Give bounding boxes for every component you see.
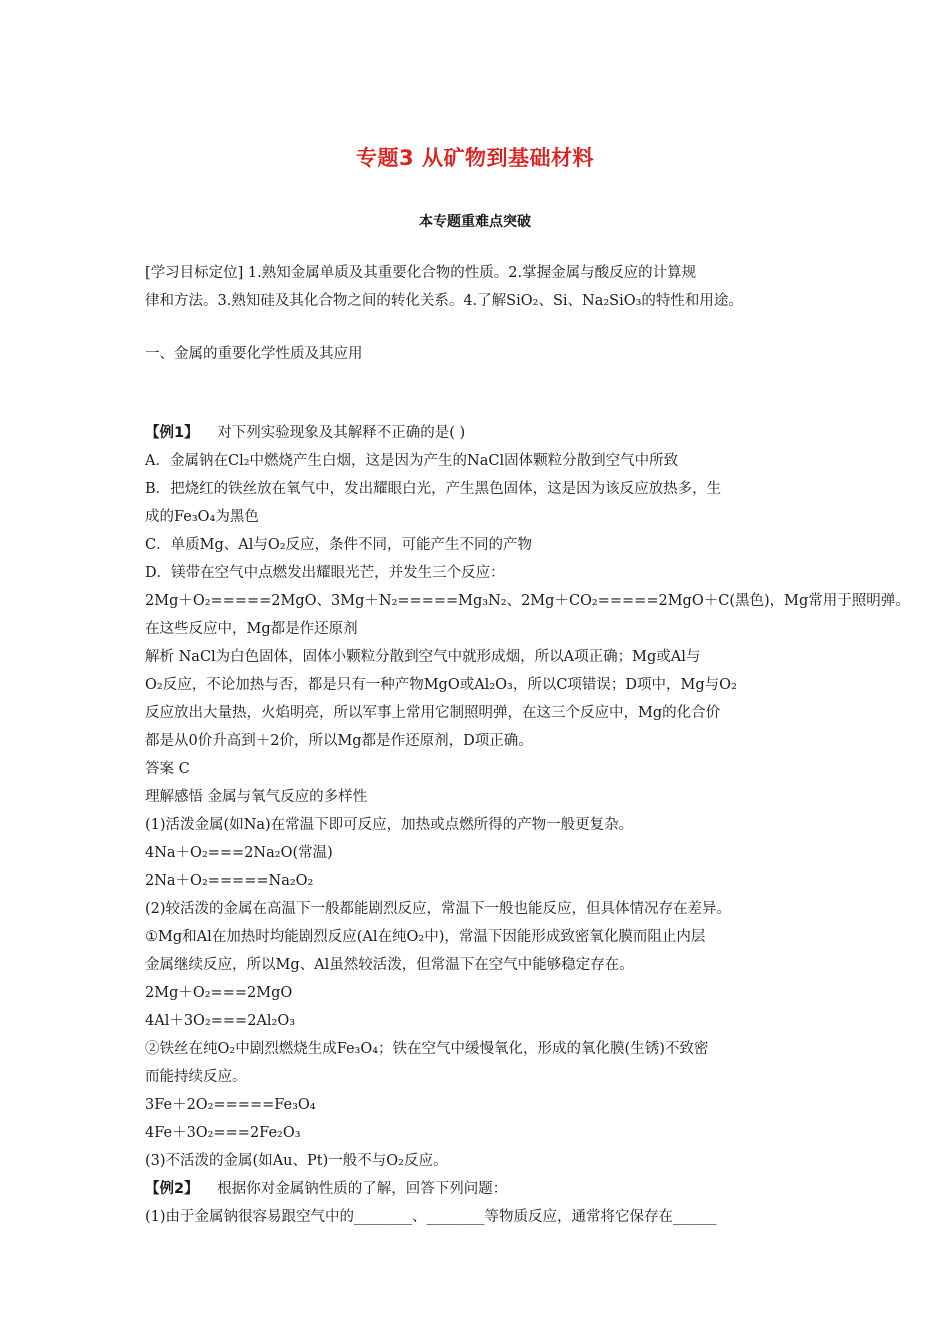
insight-line: 金属继续反应，所以Mg、Al虽然较活泼，但常温下在空气中能够稳定存在。 xyxy=(145,957,634,973)
learning-objectives xyxy=(145,259,813,315)
insight-heading: 理解感悟 金属与氧气反应的多样性 xyxy=(145,789,368,805)
example-label: 【例1】 xyxy=(145,425,199,441)
equation-line: 3Fe＋2O₂=====Fe₃O₄ xyxy=(145,1097,316,1113)
option-d: D．镁带在空气中点燃发出耀眼光芒，并发生三个反应： xyxy=(145,565,505,581)
analysis-line: O₂反应，不论加热与否，都是只有一种产物MgO或Al₂O₃，所以C项错误；D项中，Mg与O₂ xyxy=(145,677,737,693)
option-d-cont: 在这些反应中，Mg都是作还原剂 xyxy=(145,621,358,637)
option-c: C．单质Mg、Al与O₂反应，条件不同，可能产生不同的产物 xyxy=(145,537,533,553)
answer-line: 答案 C xyxy=(145,761,190,777)
option-b: B．把烧红的铁丝放在氧气中，发出耀眼白光，产生黑色固体，这是因为该反应放热多，生 xyxy=(145,481,722,497)
insight-line: (1)活泼金属(如Na)在常温下即可反应，加热或点燃所得的产物一般更复杂。 xyxy=(145,817,634,833)
analysis-line: 都是从0价升高到＋2价，所以Mg都是作还原剂，D项正确。 xyxy=(145,733,533,749)
insight-line: (3)不活泼的金属(如Au、Pt)一般不与O₂反应。 xyxy=(145,1153,448,1169)
objectives-line: [学习目标定位] 1.熟知金属单质及其重要化合物的性质。2.掌握金属与酸反应的计算规 xyxy=(145,265,697,281)
example-1 xyxy=(145,419,910,1175)
option-a: A．金属钠在Cl₂中燃烧产生白烟，这是因为产生的NaCl固体颗粒分散到空气中所致 xyxy=(145,453,679,469)
document-title: 专题3 从矿物到基础材料 xyxy=(356,146,594,170)
example-2-item-1: (1)由于金属钠很容易跟空气中的________、________等物质反应，通常将它保存在______ xyxy=(145,1209,717,1225)
example-1-question xyxy=(145,419,813,447)
option-d-equations: 2Mg＋O₂=====2MgO、3Mg＋N₂=====Mg₃N₂、2Mg＋CO₂=====2MgO＋C(黑色)，Mg常用于照明弹。 xyxy=(145,593,910,609)
example-question-text: 对下列实验现象及其解释不正确的是( ) xyxy=(217,425,466,441)
analysis-line: 解析 NaCl为白色固体，固体小颗粒分散到空气中就形成烟，所以A项正确；Mg或Al与 xyxy=(145,649,701,665)
example-label: 【例2】 xyxy=(145,1181,199,1197)
insight-line: ②铁丝在纯O₂中剧烈燃烧生成Fe₃O₄；铁在空气中缓慢氧化，形成的氧化膜(生锈)不致密 xyxy=(145,1041,709,1057)
insight-line: 而能持续反应。 xyxy=(145,1069,247,1085)
document-subtitle: 本专题重难点突破 xyxy=(419,214,531,230)
objectives-line: 律和方法。3.熟知硅及其化合物之间的转化关系。4.了解SiO₂、Si、Na₂SiO₃的特性和用途。 xyxy=(145,293,743,309)
insight-line: ①Mg和Al在加热时均能剧烈反应(Al在纯O₂中)，常温下因能形成致密氧化膜而阻止内层 xyxy=(145,929,706,945)
equation-line: 4Fe＋3O₂===2Fe₂O₃ xyxy=(145,1125,301,1141)
option-b-cont: 成的Fe₃O₄为黑色 xyxy=(145,509,259,525)
equation-line: 4Al＋3O₂===2Al₂O₃ xyxy=(145,1013,296,1029)
example-question-text: 根据你对金属钠性质的了解，回答下列问题： xyxy=(217,1181,508,1197)
equation-line: 2Na＋O₂=====Na₂O₂ xyxy=(145,873,314,889)
equation-line: 4Na＋O₂===2Na₂O(常温) xyxy=(145,845,333,861)
example-2 xyxy=(145,1175,813,1231)
insight-line: (2)较活泼的金属在高温下一般都能剧烈反应，常温下一般也能反应，但具体情况存在差异。 xyxy=(145,901,732,917)
equation-line: 2Mg＋O₂===2MgO xyxy=(145,985,293,1001)
analysis-line: 反应放出大量热，火焰明亮，所以军事上常用它制照明弹，在这三个反应中，Mg的化合价 xyxy=(145,705,721,721)
section-heading: 一、金属的重要化学性质及其应用 xyxy=(145,346,363,362)
example-2-question xyxy=(145,1175,813,1203)
